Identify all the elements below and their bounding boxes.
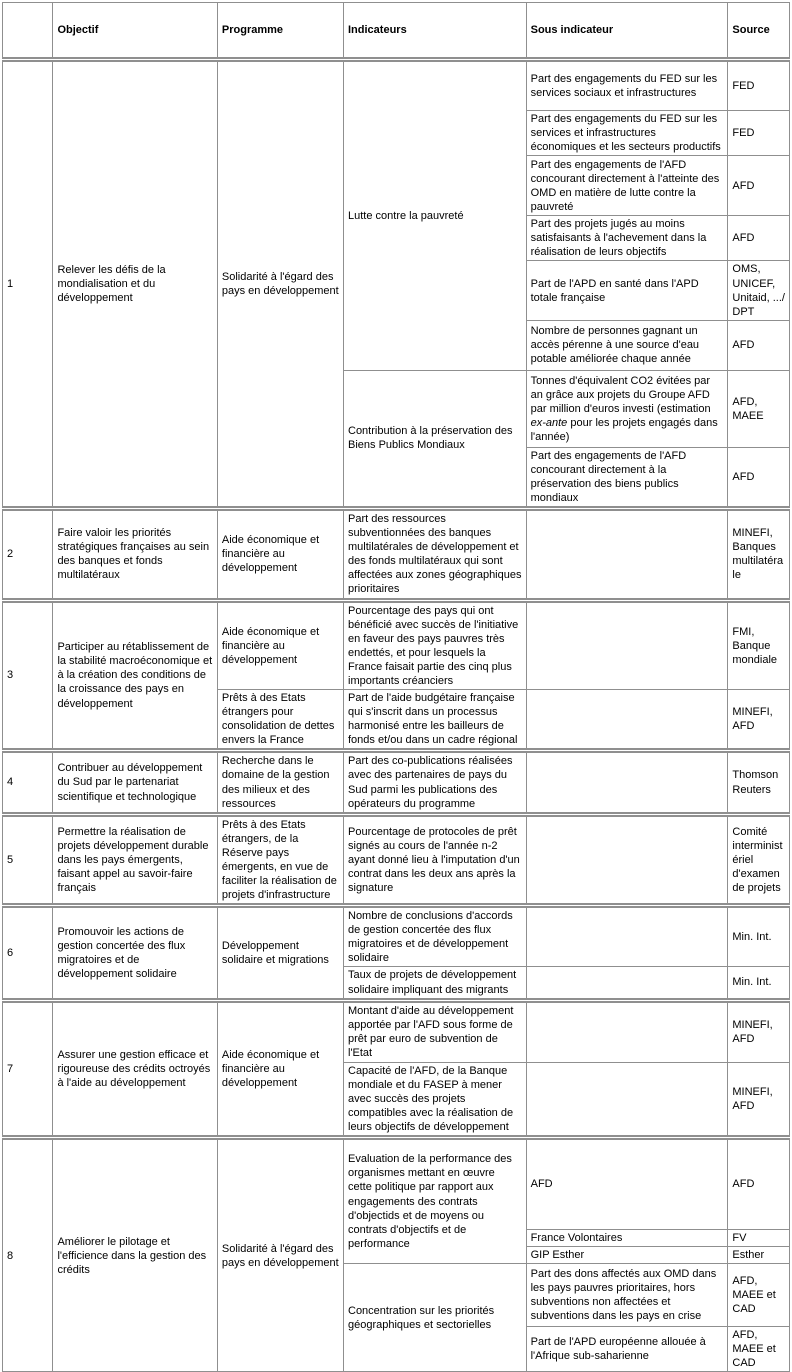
programme-cell: Développement solidaire et migrations: [217, 906, 343, 1000]
source-cell: Esther: [728, 1247, 790, 1264]
source-cell: AFD, MAEE: [728, 370, 790, 447]
source-cell: MINEFI, Banques multilatérale: [728, 509, 790, 600]
sous-indicateur-cell: Nombre de personnes gagnant un accès pérenne à une source d'eau potable améliorée chaque année: [526, 320, 728, 370]
indicateur-cell: Nombre de conclusions d'accords de gestion concertée des flux migratoires et de développement solidaire: [344, 906, 527, 967]
objectif-cell: Participer au rétablissement de la stabilité macroéconomique et à la création des conditions de la croissance des pays en développement: [53, 600, 217, 751]
table-row: [3, 906, 790, 967]
row-number-cell: 5: [3, 814, 53, 905]
indicateur-cell: Pourcentage des pays qui ont bénéficié avec succès de l'initiative en faveur des pays pauvres très endettés, et pour lesquels la France faisait partie des cinq plus importants créanciers: [344, 600, 527, 689]
sous-indicateur-text: ex-ante: [530, 416, 568, 429]
sous-indicateur-cell: [526, 600, 728, 689]
source-cell: FED: [728, 60, 790, 111]
indicateur-cell: Part des co-publications réalisées avec des partenaires de pays du Sud parmi les publications des opérateurs du programme: [344, 751, 527, 814]
sous-indicateur-cell: Part des engagements de l'AFD concourant directement à l'atteinte des OMD en matière de lutte contre la pauvreté: [526, 156, 728, 216]
sous-indicateur-cell: AFD: [526, 1137, 728, 1229]
source-cell: FV: [728, 1229, 790, 1246]
sous-indicateur-cell: [526, 509, 728, 600]
row-number-cell: 3: [3, 600, 53, 751]
table-row: [3, 751, 790, 814]
sous-indicateur-cell: France Volontaires: [526, 1229, 728, 1246]
source-cell: AFD, MAEE et CAD: [728, 1264, 790, 1327]
programme-cell: Prêts à des Etats étrangers, de la Réserve pays émergents, en vue de faciliter la réalisation de projets d'infrastructure: [217, 814, 343, 905]
programme-cell: Aide économique et financière au développement: [217, 509, 343, 600]
indicators-table-body: [3, 3, 790, 1372]
sous-indicateur-cell: [526, 906, 728, 967]
objectif-cell: Faire valoir les priorités stratégiques françaises au sein des banques et fonds multilatéraux: [53, 509, 217, 600]
objectif-cell: Contribuer au développement du Sud par le partenariat scientifique et technologique: [53, 751, 217, 814]
programme-cell: Aide économique et financière au développement: [217, 600, 343, 689]
column-header: Sous indicateur: [526, 3, 728, 60]
programme-cell: Recherche dans le domaine de la gestion des milieux et des ressources: [217, 751, 343, 814]
indicateur-cell: Contribution à la préservation des Biens Publics Mondiaux: [344, 370, 527, 508]
objectif-cell: Promouvoir les actions de gestion concertée des flux migratoires et de développement solidaire: [53, 906, 217, 1000]
sous-indicateur-cell: [526, 967, 728, 1000]
source-cell: AFD, MAEE et CAD: [728, 1327, 790, 1372]
indicateur-cell: Lutte contre la pauvreté: [344, 60, 527, 371]
sous-indicateur-cell: Part de l'APD en santé dans l'APD totale française: [526, 261, 728, 320]
objectif-cell: Relever les défis de la mondialisation et du développement: [53, 60, 217, 509]
table-row: [3, 814, 790, 905]
source-cell: MINEFI, AFD: [728, 1000, 790, 1062]
row-number-cell: 1: [3, 60, 53, 509]
programme-cell: Prêts à des Etats étrangers pour consolidation de dettes envers la France: [217, 690, 343, 751]
programme-cell: Aide économique et financière au développement: [217, 1000, 343, 1137]
programme-cell: Solidarité à l'égard des pays en développement: [217, 60, 343, 509]
sous-indicateur-cell: Part des engagements du FED sur les services sociaux et infrastructures: [526, 60, 728, 111]
column-header: Programme: [217, 3, 343, 60]
source-cell: MINEFI, AFD: [728, 1062, 790, 1137]
source-cell: OMS, UNICEF, Unitaid, .../ DPT: [728, 261, 790, 320]
table-row: [3, 60, 790, 111]
header-row: [3, 3, 790, 60]
row-number-cell: 6: [3, 906, 53, 1000]
source-cell: Min. Int.: [728, 906, 790, 967]
indicateur-cell: Part de l'aide budgétaire française qui s'inscrit dans un processus harmonisé entre les bailleurs de fonds et/ou dans un cadre régional: [344, 690, 527, 751]
table-row: [3, 600, 790, 689]
programme-cell: Solidarité à l'égard des pays en développement: [217, 1137, 343, 1371]
row-number-cell: 7: [3, 1000, 53, 1137]
table-row: [3, 509, 790, 600]
sous-indicateur-cell: [526, 751, 728, 814]
source-cell: MINEFI, AFD: [728, 690, 790, 751]
sous-indicateur-cell: [526, 1062, 728, 1137]
indicators-table: [2, 2, 790, 1372]
indicateur-cell: Montant d'aide au développement apportée par l'AFD sous forme de prêt par euro de subvention de l'Etat: [344, 1000, 527, 1062]
objectif-cell: Assurer une gestion efficace et rigoureuse des crédits octroyés à l'aide au développement: [53, 1000, 217, 1137]
objectif-cell: Permettre la réalisation de projets développement durable dans les pays émergents, faisant appel au savoir-faire français: [53, 814, 217, 905]
row-number-cell: 4: [3, 751, 53, 814]
column-header: [3, 3, 53, 60]
source-cell: Min. Int.: [728, 967, 790, 1000]
source-cell: Thomson Reuters: [728, 751, 790, 814]
table-row: [3, 1137, 790, 1229]
indicateur-cell: Pourcentage de protocoles de prêt signés au cours de l'année n-2 ayant donné lieu à l'imputation d'un contrat dans les deux ans après la signature: [344, 814, 527, 905]
column-header: Objectif: [53, 3, 217, 60]
sous-indicateur-cell: Part des dons affectés aux OMD dans les pays pauvres prioritaires, hors subventions non affectées et subventions dans les pays en crise: [526, 1264, 728, 1327]
sous-indicateur-cell: Part des engagements de l'AFD concourant directement à la préservation des biens publics mondiaux: [526, 447, 728, 508]
objectif-cell: Améliorer le pilotage et l'efficience dans la gestion des crédits: [53, 1137, 217, 1371]
indicateur-cell: Concentration sur les priorités géographiques et sectorielles: [344, 1264, 527, 1372]
source-cell: AFD: [728, 1137, 790, 1229]
sous-indicateur-cell: [526, 1000, 728, 1062]
sous-indicateur-cell: Part des engagements du FED sur les services et infrastructures économiques et les secteurs productifs: [526, 111, 728, 156]
row-number-cell: 2: [3, 509, 53, 600]
sous-indicateur-cell: Part des projets jugés au moins satisfaisants à l'achevement dans la réalisation de leurs objectifs: [526, 216, 728, 261]
sous-indicateur-cell: [526, 814, 728, 905]
sous-indicateur-text: Tonnes d'équivalent CO2 évitées par an grâce aux projets du Groupe AFD par million d'euros investi (estimation: [530, 374, 711, 415]
column-header: Indicateurs: [344, 3, 527, 60]
sous-indicateur-cell: Part de l'APD européenne allouée à l'Afrique sub-saharienne: [526, 1327, 728, 1372]
indicateur-cell: Taux de projets de développement solidaire impliquant des migrants: [344, 967, 527, 1000]
indicateur-cell: Part des ressources subventionnées des banques multilatérales de développement et des fonds multilatéraux qui sont affectées aux zones géographiques prioritaires: [344, 509, 527, 600]
source-cell: FMI, Banque mondiale: [728, 600, 790, 689]
sous-indicateur-cell: [526, 370, 728, 447]
indicateur-cell: Capacité de l'AFD, de la Banque mondiale et du FASEP à mener avec succès des projets compatibles avec la réalisation de leurs objectifs de développement: [344, 1062, 527, 1137]
table-row: [3, 1000, 790, 1062]
sous-indicateur-cell: [526, 690, 728, 751]
source-cell: AFD: [728, 156, 790, 216]
source-cell: AFD: [728, 320, 790, 370]
row-number-cell: 8: [3, 1137, 53, 1371]
source-cell: Comité interministériel d'examen de projets: [728, 814, 790, 905]
source-cell: AFD: [728, 216, 790, 261]
sous-indicateur-text: pour les projets engagés dans l'année): [530, 416, 718, 443]
indicateur-cell: Evaluation de la performance des organismes mettant en œuvre cette politique par rapport aux engagements des contrats d'objectids et de moyens ou contrats d'objectifs et de performance: [344, 1137, 527, 1263]
source-cell: FED: [728, 111, 790, 156]
column-header: Source: [728, 3, 790, 60]
sous-indicateur-cell: GIP Esther: [526, 1247, 728, 1264]
source-cell: AFD: [728, 447, 790, 508]
